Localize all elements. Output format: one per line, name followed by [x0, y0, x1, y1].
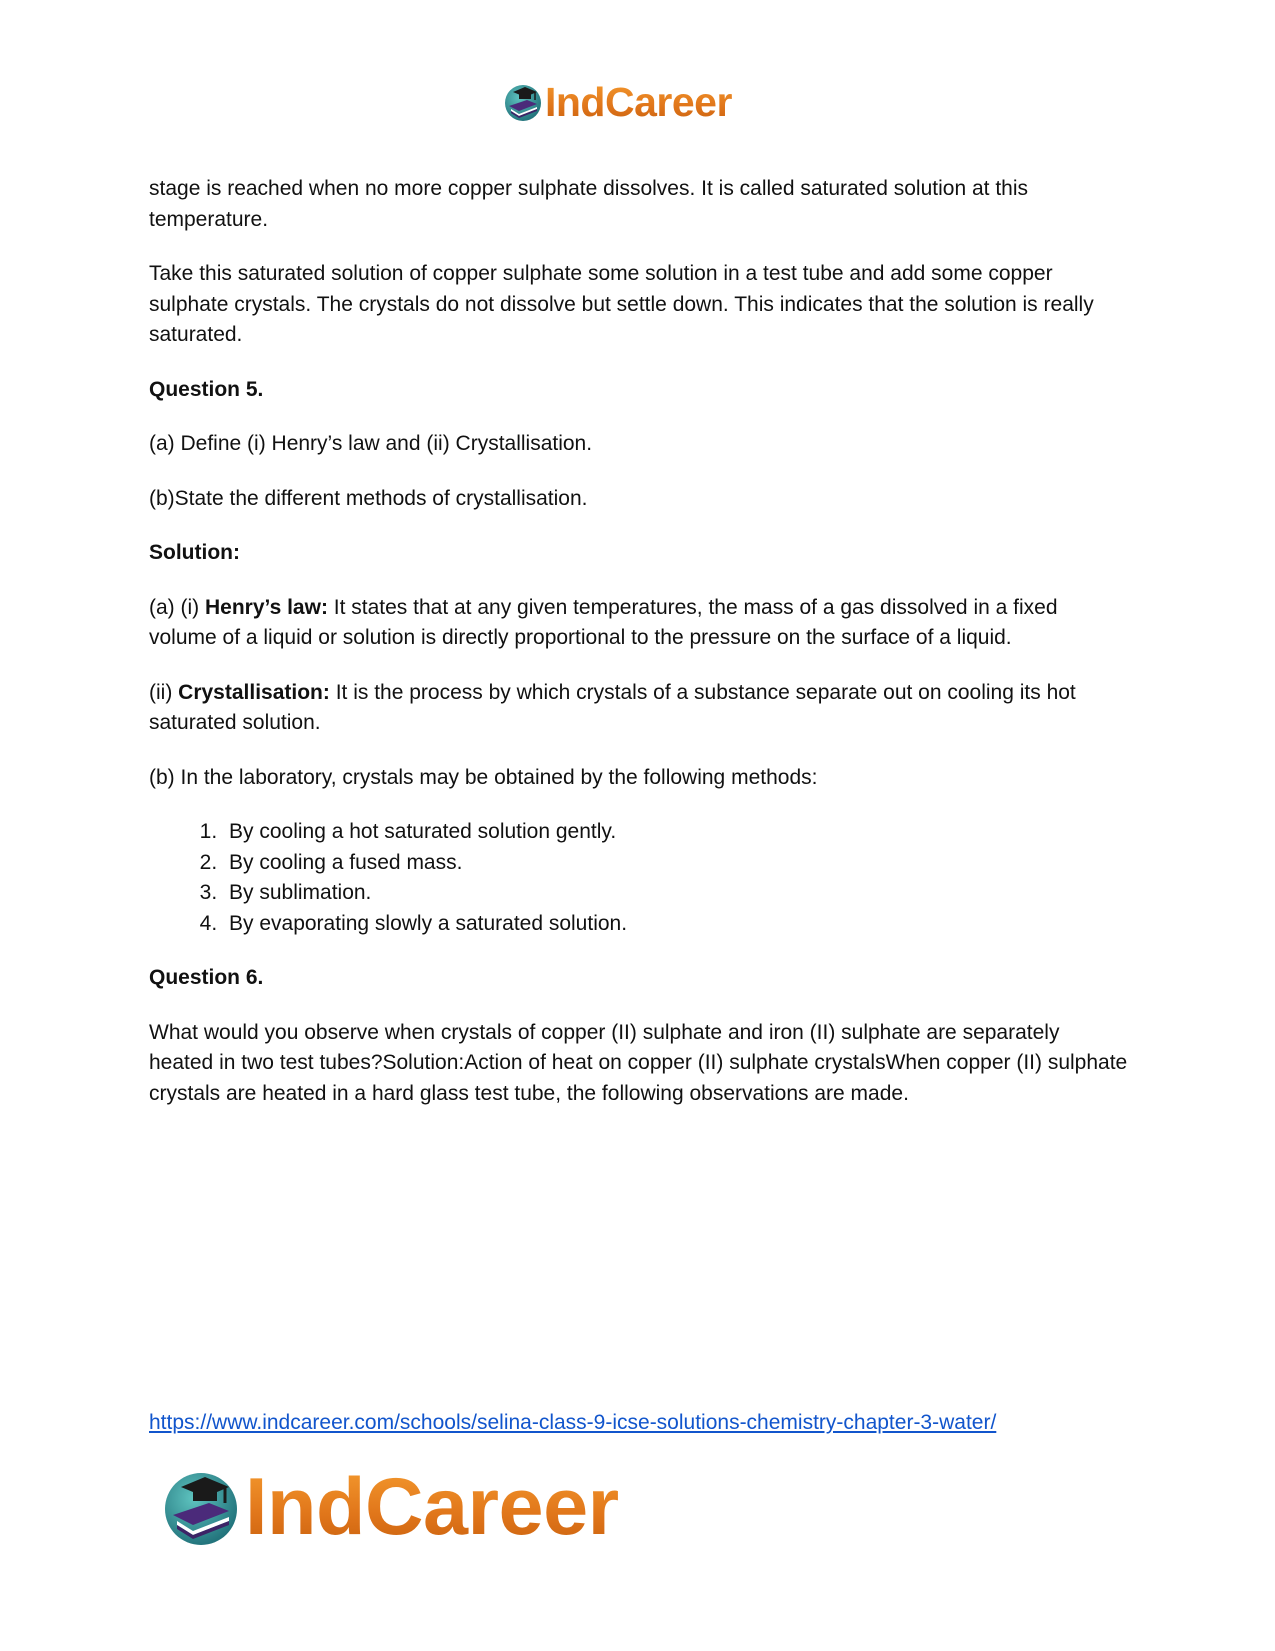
- graduation-book-icon: [161, 1467, 241, 1547]
- logo-text: IndCareer: [545, 79, 732, 125]
- question-part: (b)State the different methods of crystallisation.: [149, 486, 588, 510]
- header-logo: [503, 80, 732, 124]
- answer-text: It states that at any given temperatures, the mass of a gas dissolved in a fixed volume of a liquid or solution is directly proportional to the pressure on the surface of a liquid.: [149, 595, 1058, 649]
- solution-heading: Solution:: [149, 541, 240, 564]
- logo-text: IndCareer: [245, 1462, 619, 1552]
- footer-logo: [161, 1462, 619, 1552]
- paragraph: stage is reached when no more copper sulphate dissolves. It is called saturated solution at this temperature.: [149, 177, 1028, 231]
- methods-list: [149, 817, 1129, 939]
- list-item: 2. By cooling a fused mass.: [223, 848, 1129, 879]
- source-link[interactable]: https://www.indcareer.com/schools/selina-class-9-icse-solutions-chemistry-chapter-3-water/: [149, 1411, 997, 1434]
- list-item: 1. By cooling a hot saturated solution gently.: [223, 817, 1129, 848]
- answer-prefix: (ii): [149, 680, 179, 704]
- methods-intro: (b) In the laboratory, crystals may be obtained by the following methods:: [149, 765, 818, 789]
- paragraph: What would you observe when crystals of copper (II) sulphate and iron (II) sulphate are separately heated in two test tubes?Solution:Action of heat on copper (II) sulphate crystalsWhen copper (II) sulphate crystals are heated in a hard glass test tube, the following observations are made.: [149, 1020, 1128, 1105]
- henry-law-answer: [149, 593, 1129, 654]
- crystallisation-answer: [149, 678, 1129, 739]
- graduation-book-icon: [503, 82, 543, 122]
- list-item: 3. By sublimation.: [223, 878, 1129, 909]
- paragraph: Take this saturated solution of copper sulphate some solution in a test tube and add some copper sulphate crystals. The crystals do not dissolve but settle down. This indicates that the solution is really saturated.: [149, 262, 1094, 346]
- term-henry-law: Henry’s law:: [205, 595, 328, 619]
- answer-prefix: (a) (i): [149, 595, 205, 619]
- answer-text: It is the process by which crystals of a substance separate out on cooling its hot saturated solution.: [149, 680, 1076, 734]
- term-crystallisation: Crystallisation:: [178, 680, 330, 704]
- list-item: 4. By evaporating slowly a saturated solution.: [223, 909, 1129, 940]
- document-body: [149, 174, 1129, 1133]
- question-heading: Question 5.: [149, 377, 264, 401]
- question-part: (a) Define (i) Henry’s law and (ii) Crystallisation.: [149, 432, 593, 455]
- question-heading: Question 6.: [149, 966, 264, 989]
